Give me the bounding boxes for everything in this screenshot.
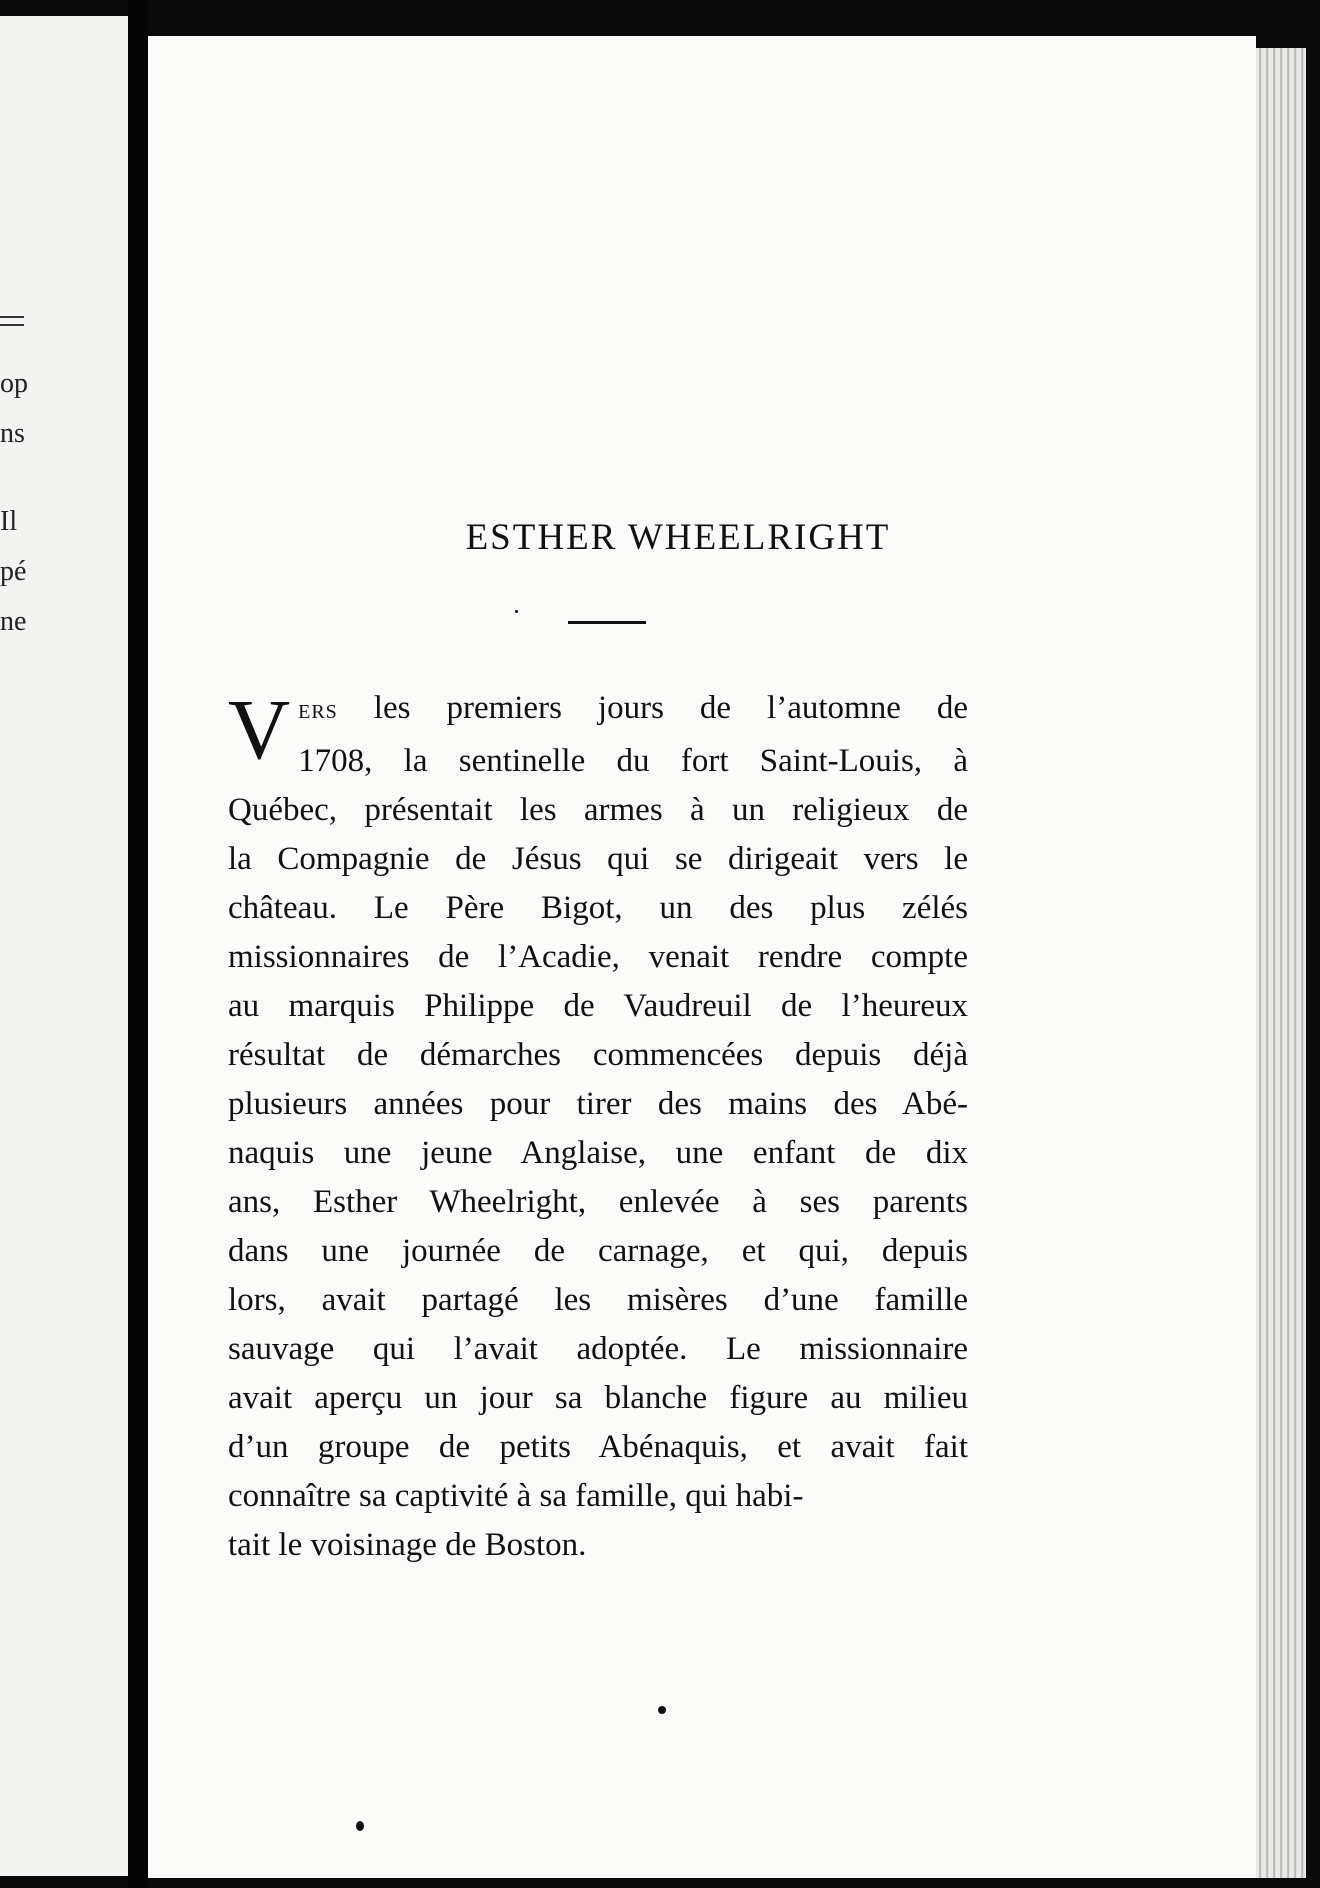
text-line: d’un groupe de petits Abénaquis, et avait fait [228, 1429, 968, 1465]
text-line: Québec, présentait les armes à un religieux de [228, 792, 968, 828]
left-page-fragment: op [0, 368, 28, 399]
text-line: résultat de démarches commencées depuis déjà [228, 1037, 968, 1073]
text-line: connaître sa captivité à sa famille, qui habi- [228, 1478, 804, 1514]
text-line: sauvage qui l’avait adoptée. Le missionnaire [228, 1331, 968, 1367]
ink-speck [356, 1821, 364, 1831]
book-gutter [128, 0, 148, 1888]
previous-page-edge [0, 16, 128, 1876]
drop-cap: V [228, 681, 291, 777]
text-line: lors, avait partagé les misères d’une famille [228, 1282, 968, 1318]
left-page-rule [0, 324, 24, 326]
text-line: 1708, la sentinelle du fort Saint-Louis, à [298, 743, 968, 779]
body-paragraph [228, 681, 968, 1570]
drop-cap-continuation: ERS [298, 701, 338, 723]
left-page-fragment: ne [0, 606, 27, 637]
page-edges [1256, 48, 1306, 1878]
text-line: tait le voisinage de Boston. [228, 1527, 587, 1563]
ink-speck [515, 610, 518, 613]
scan-border [1306, 0, 1320, 1888]
text-line: château. Le Père Bigot, un des plus zélés [228, 890, 968, 926]
left-page-fragment: pé [0, 556, 27, 587]
left-page-fragment: Il [0, 506, 18, 537]
text-line: avait aperçu un jour sa blanche figure au milieu [228, 1380, 968, 1416]
text-line: au marquis Philippe de Vaudreuil de l’heureux [228, 988, 968, 1024]
ink-speck [658, 1706, 666, 1714]
text-line: missionnaires de l’Acadie, venait rendre compte [228, 939, 968, 975]
text-line: naquis une jeune Anglaise, une enfant de dix [228, 1135, 968, 1171]
title-divider [568, 621, 646, 624]
book-page [148, 36, 1256, 1878]
text-line: la Compagnie de Jésus qui se dirigeait vers le [228, 841, 968, 877]
text-line: dans une journée de carnage, et qui, depuis [228, 1233, 968, 1269]
text-line: plusieurs années pour tirer des mains des Abé- [228, 1086, 968, 1122]
text-line: ans, Esther Wheelright, enlevée à ses parents [228, 1184, 968, 1220]
left-page-fragment: ns [0, 418, 25, 449]
left-page-rule [0, 316, 24, 318]
text-line [228, 684, 968, 737]
chapter-title: ESTHER WHEELRIGHT [465, 517, 891, 558]
first-line-text: les premiers jours de l’automne de [373, 690, 968, 726]
